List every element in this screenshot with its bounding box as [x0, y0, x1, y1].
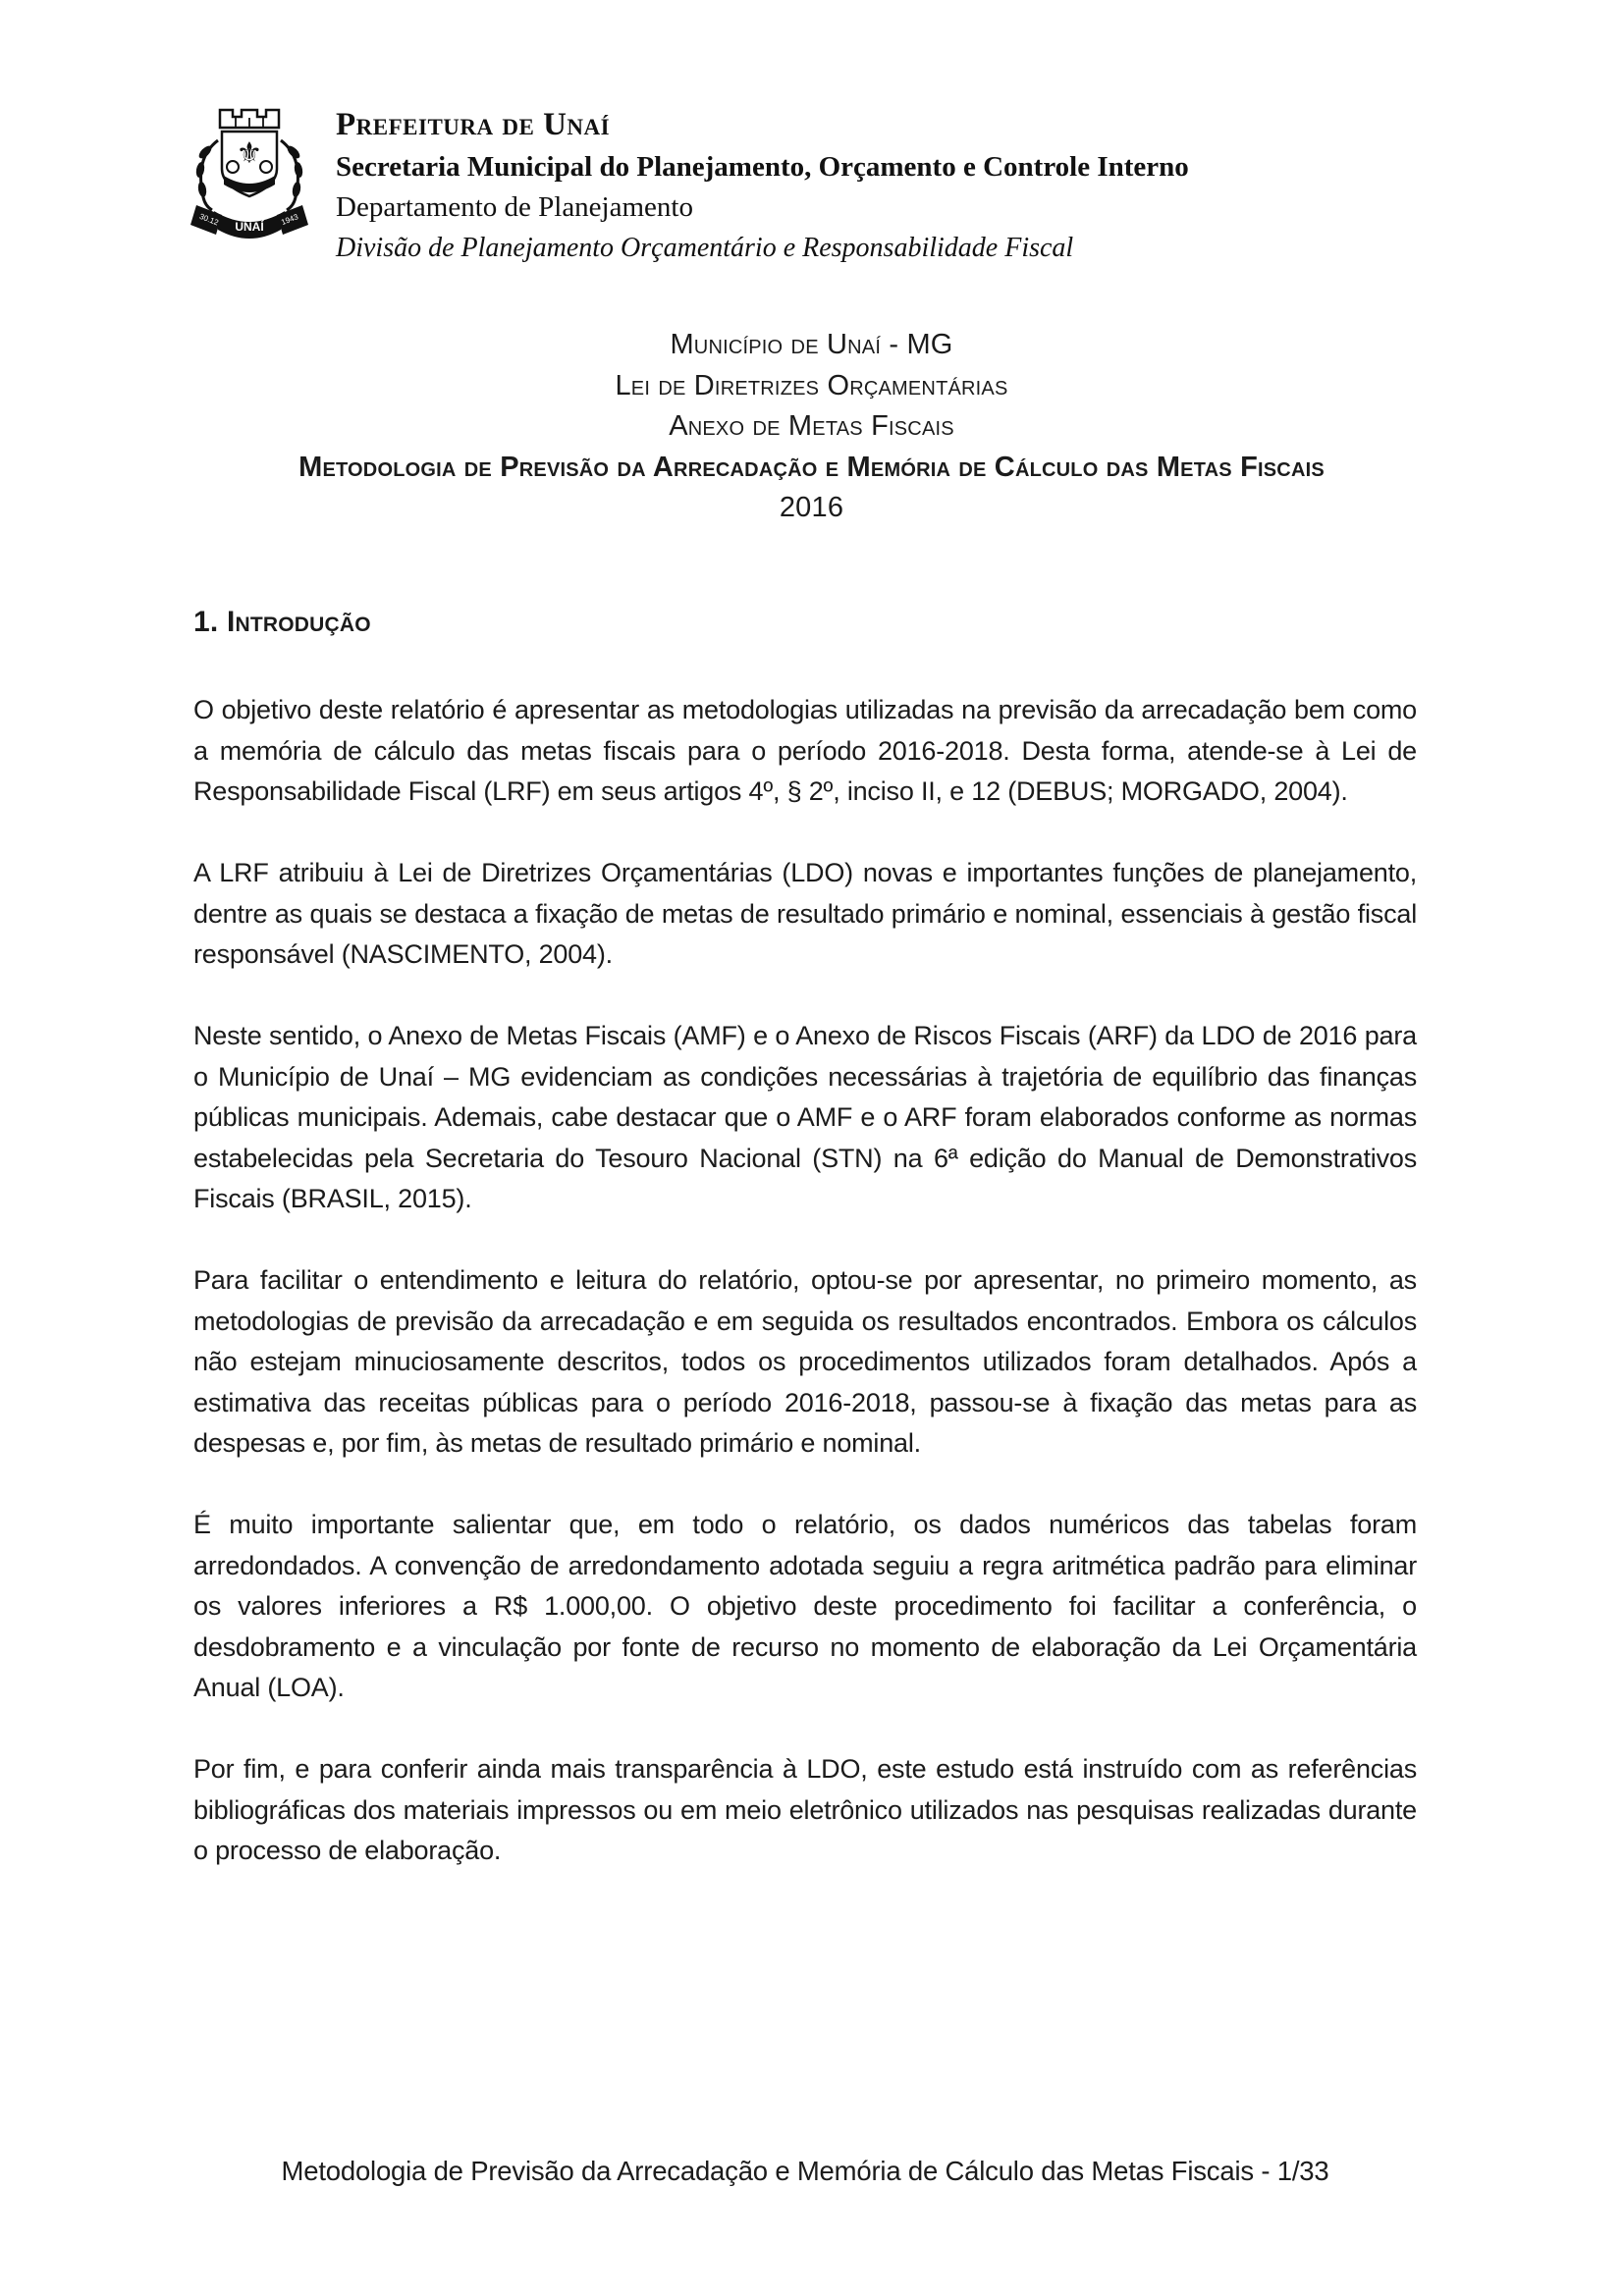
title-year: 2016	[779, 492, 844, 523]
division-line: Divisão de Planejamento Orçamentário e Responsabilidade Fiscal	[336, 233, 1074, 263]
title-law: Lei de Diretrizes Orçamentárias	[615, 369, 1008, 401]
paragraph: O objetivo deste relatório é apresentar as metodologias utilizadas na previsão da arrecadação bem como a memória de cálculo das metas fiscais para o período 2016-2018. Desta forma, atende-se à Lei de Responsabilidade Fiscal (LRF) em seus artigos 4º, § 2º, inciso II, e 12 (DEBUS; MORGADO, 2004).	[193, 695, 1417, 806]
paragraph: É muito importante salientar que, em todo o relatório, os dados numéricos das tabelas foram arredondados. A convenção de arredondamento adotada seguiu a regra aritmética padrão para eliminar os valores inferiores a R$ 1.000,00. O objetivo deste procedimento foi facilitar a conferência, o desdobramento e a vinculação por fonte de recurso no momento de elaboração da Lei Orçamentária Anual (LOA).	[193, 1510, 1417, 1702]
department-line: Departamento de Planejamento	[336, 191, 693, 223]
letterhead-text	[336, 101, 1189, 268]
title-municipality: Município de Unaí - MG	[670, 329, 953, 360]
title-annex: Anexo de Metas Fiscais	[669, 410, 954, 442]
secretariat-line: Secretaria Municipal do Planejamento, Orçamento e Controle Interno	[336, 151, 1189, 183]
ribbon-date-right: 1943	[280, 212, 300, 228]
page-footer: Metodologia de Previsão da Arrecadação e Memória de Cálculo das Metas Fiscais - 1/33	[281, 2156, 1329, 2186]
ribbon-date-left: 30.12	[197, 211, 220, 228]
letterhead	[185, 101, 1189, 268]
title-block	[0, 325, 1623, 529]
unai-coat-of-arms-logo	[185, 101, 314, 248]
fleur-de-lis-icon: ⚜	[236, 137, 263, 170]
paragraph: A LRF atribuiu à Lei de Diretrizes Orçamentárias (LDO) novas e importantes funções de planejamento, dentre as quais se destaca a fixação de metas de resultado primário e nominal, essenciais à gestão fiscal responsável (NASCIMENTO, 2004).	[193, 858, 1417, 969]
organization-name: Prefeitura de Unaí	[336, 107, 611, 142]
paragraph: Por fim, e para conferir ainda mais transparência à LDO, este estudo está instruído com as referências bibliográficas dos materiais impressos ou em meio eletrônico utilizados nas pesquisas realizadas durante o processo de elaboração.	[193, 1754, 1417, 1865]
paragraph: Neste sentido, o Anexo de Metas Fiscais (AMF) e o Anexo de Riscos Fiscais (ARF) da LDO de 2016 para o Município de Unaí – MG evidenciam as condições necessárias à trajetória de equilíbrio das finanças públicas municipais. Ademais, cabe destacar que o AMF e o ARF foram elaborados conforme as normas estabelecidas pela Secretaria do Tesouro Nacional (STN) na 6ª edição do Manual de Demonstrativos Fiscais (BRASIL, 2015).	[193, 1021, 1417, 1213]
paragraph: Para facilitar o entendimento e leitura do relatório, optou-se por apresentar, no primeiro momento, as metodologias de previsão da arrecadação e em seguida os resultados encontrados. Embora os cálculos não estejam minuciosamente descritos, todos os procedimentos utilizados foram detalhados. Após a estimativa das receitas públicas para o período 2016-2018, passou-se à fixação das metas para as despesas e, por fim, às metas de resultado primário e nominal.	[193, 1265, 1417, 1458]
ribbon-city-name: UNAÍ	[235, 220, 264, 234]
document-body	[193, 690, 1417, 1912]
title-main: Metodologia de Previsão da Arrecadação e Memória de Cálculo das Metas Fiscais	[298, 451, 1325, 483]
section-heading-introducao: 1. Introdução	[193, 606, 371, 638]
